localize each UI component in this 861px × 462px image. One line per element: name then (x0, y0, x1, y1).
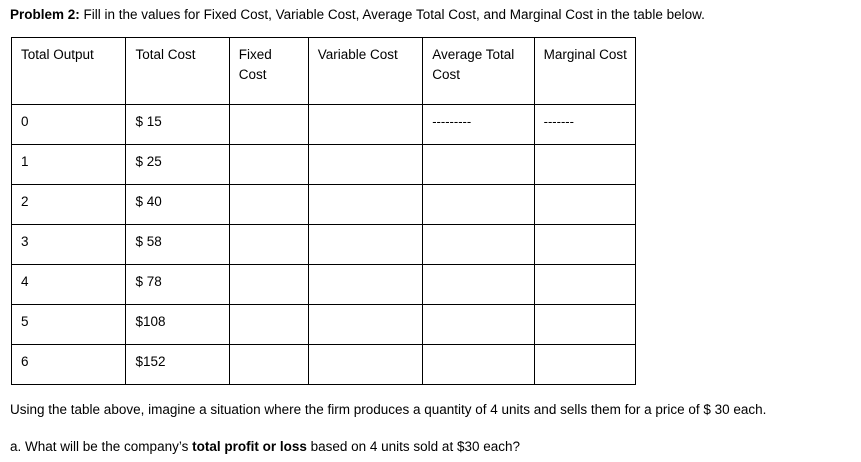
cell-total-cost: $ 25 (126, 145, 229, 185)
cell-fixed-cost[interactable] (229, 265, 308, 305)
table-header-row (12, 38, 636, 105)
document-page (0, 6, 861, 462)
column-header-fixed-cost: Fixed Cost (229, 38, 308, 105)
cell-average-total-cost[interactable] (423, 225, 534, 265)
cost-table (11, 37, 636, 385)
cell-total-output: 3 (12, 225, 126, 265)
cell-total-cost: $108 (126, 305, 229, 345)
cell-marginal-cost[interactable] (534, 225, 635, 265)
table-row (12, 345, 636, 385)
table-row (12, 145, 636, 185)
cell-average-total-cost[interactable] (423, 185, 534, 225)
cell-marginal-cost[interactable] (534, 345, 635, 385)
cell-fixed-cost[interactable] (229, 305, 308, 345)
cell-marginal-cost[interactable] (534, 145, 635, 185)
table-row (12, 305, 636, 345)
cell-total-output: 0 (12, 105, 126, 145)
cell-variable-cost[interactable] (308, 145, 422, 185)
cell-fixed-cost[interactable] (229, 225, 308, 265)
question-a (10, 438, 853, 457)
problem-statement (10, 6, 853, 24)
cell-variable-cost[interactable] (308, 225, 422, 265)
cell-fixed-cost[interactable] (229, 345, 308, 385)
table-note: Using the table above, imagine a situation where the firm produces a quantity of 4 units and sells them for a price of $ 30 each. (10, 402, 767, 418)
table-row (12, 225, 636, 265)
cell-marginal-cost[interactable] (534, 185, 635, 225)
table-row (12, 265, 636, 305)
cell-total-output: 5 (12, 305, 126, 345)
column-header-total-output: Total Output (12, 38, 126, 105)
cell-average-total-cost[interactable] (423, 145, 534, 185)
cell-variable-cost[interactable] (308, 105, 422, 145)
table-row (12, 185, 636, 225)
cell-variable-cost[interactable] (308, 345, 422, 385)
cell-total-cost: $152 (126, 345, 229, 385)
cell-variable-cost[interactable] (308, 265, 422, 305)
cell-fixed-cost[interactable] (229, 185, 308, 225)
cell-total-cost: $ 58 (126, 225, 229, 265)
cell-total-output: 2 (12, 185, 126, 225)
cell-fixed-cost[interactable] (229, 145, 308, 185)
question-a-emphasis: total profit or loss (192, 438, 307, 454)
dash-placeholder: ------- (543, 114, 574, 130)
cell-total-cost: $ 40 (126, 185, 229, 225)
cell-average-total-cost[interactable] (423, 345, 534, 385)
dash-placeholder: --------- (432, 114, 472, 130)
cell-average-total-cost (423, 105, 534, 145)
column-header-average-total-cost: Average Total Cost (423, 38, 534, 105)
cell-total-output: 4 (12, 265, 126, 305)
cell-marginal-cost[interactable] (534, 265, 635, 305)
question-a-suffix: based on 4 units sold at $30 each? (306, 438, 521, 454)
table-row (12, 105, 636, 145)
cell-marginal-cost[interactable] (534, 305, 635, 345)
problem-text: Fill in the values for Fixed Cost, Variable Cost, Average Total Cost, and Marginal Cost in the table below. (79, 7, 705, 22)
cell-total-cost: $ 15 (126, 105, 229, 145)
cell-average-total-cost[interactable] (423, 305, 534, 345)
cell-variable-cost[interactable] (308, 185, 422, 225)
cell-fixed-cost[interactable] (229, 105, 308, 145)
column-header-total-cost: Total Cost (126, 38, 229, 105)
problem-label: Problem 2: (10, 7, 80, 22)
column-header-variable-cost: Variable Cost (308, 38, 422, 105)
cell-marginal-cost (534, 105, 635, 145)
column-header-marginal-cost: Marginal Cost (534, 38, 635, 105)
cell-average-total-cost[interactable] (423, 265, 534, 305)
cell-total-output: 6 (12, 345, 126, 385)
cell-variable-cost[interactable] (308, 305, 422, 345)
question-a-prefix: a. What will be the company’s (10, 438, 193, 454)
cell-total-output: 1 (12, 145, 126, 185)
cell-total-cost: $ 78 (126, 265, 229, 305)
